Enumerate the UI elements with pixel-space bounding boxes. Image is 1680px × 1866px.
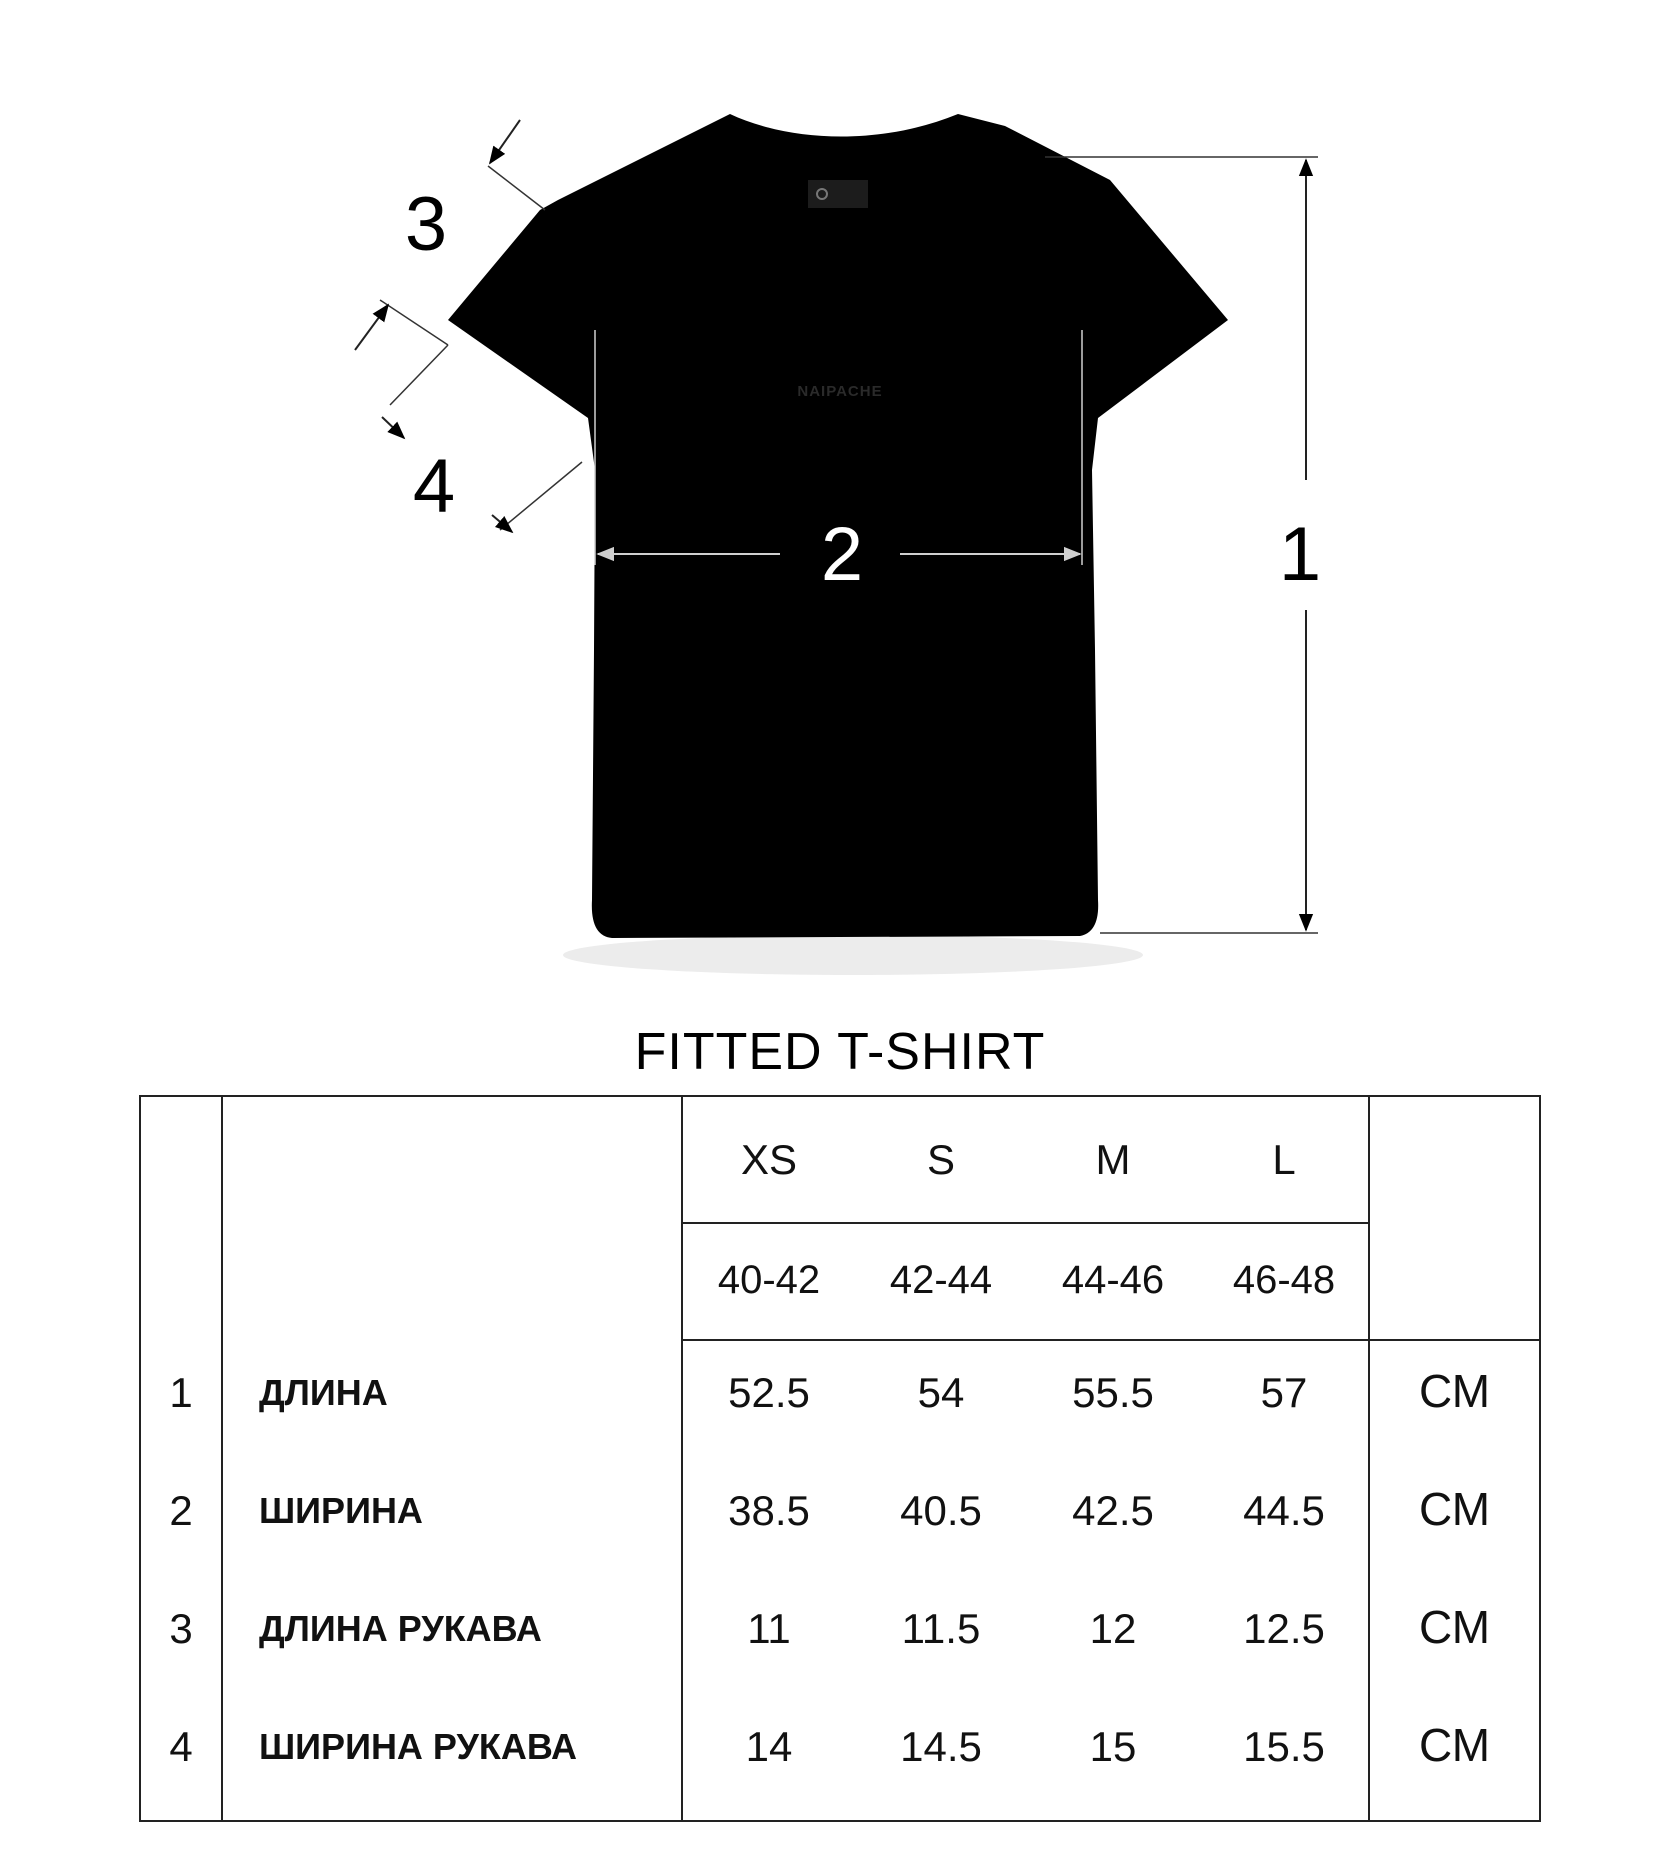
sleeve-width-guide-bottom: [500, 462, 582, 530]
row-3-value-xs: 11: [747, 1605, 791, 1652]
sleeve-length-arrow: [490, 120, 520, 163]
shirt-shadow: [563, 935, 1143, 975]
row-2-number: 2: [169, 1487, 193, 1534]
size-header-m: M: [1095, 1136, 1131, 1183]
size-header-s: S: [926, 1136, 955, 1183]
sleeve-width-arrow-lower: [382, 417, 404, 438]
sleeve-width-guide-top: [380, 300, 448, 345]
row-1-number: 1: [169, 1369, 193, 1416]
row-2-value-xs: 38.5: [728, 1487, 810, 1534]
row-1-label: ДЛИНА: [259, 1372, 388, 1413]
size-range-l: 46-48: [1232, 1257, 1336, 1302]
row-4-value-xs: 14: [745, 1723, 793, 1770]
size-header-l: L: [1272, 1136, 1296, 1183]
sleeve-length-guide: [488, 166, 545, 210]
row-4-number: 4: [169, 1723, 193, 1770]
row-3-value-s: 11.5: [901, 1605, 981, 1652]
row-3-label: ДЛИНА РУКАВА: [259, 1608, 542, 1649]
marker-sleeve-length: 3: [404, 182, 448, 267]
row-4-label: ШИРИНА РУКАВА: [259, 1726, 578, 1767]
size-range-m: 44-46: [1061, 1257, 1165, 1302]
table-divider-header: [681, 1339, 1541, 1341]
row-2-unit: СМ: [1418, 1483, 1491, 1535]
sleeve-width-diagonal: [390, 345, 448, 405]
row-4-value-l: 15.5: [1243, 1723, 1325, 1770]
product-title: FITTED T-SHIRT: [634, 1023, 1046, 1081]
marker-sleeve-width: 4: [412, 444, 456, 529]
row-2-value-m: 42.5: [1072, 1487, 1154, 1534]
table-divider-num: [221, 1095, 223, 1822]
row-1-value-m: 55.5: [1072, 1369, 1154, 1416]
row-2-label: ШИРИНА: [259, 1490, 423, 1531]
marker-length: 1: [1278, 512, 1322, 597]
size-header-xs: XS: [740, 1136, 798, 1183]
row-4-value-s: 14.5: [900, 1723, 982, 1770]
table-border-top: [139, 1095, 1541, 1097]
table-border-bottom: [139, 1820, 1541, 1822]
marker-width: 2: [820, 512, 864, 597]
sleeve-width-arrow-upper: [355, 305, 388, 350]
row-3-number: 3: [169, 1605, 193, 1652]
row-1-value-xs: 52.5: [728, 1369, 810, 1416]
row-4-value-m: 15: [1089, 1723, 1137, 1770]
row-3-value-m: 12: [1089, 1605, 1137, 1652]
row-2-value-l: 44.5: [1243, 1487, 1325, 1534]
size-range-xs: 40-42: [717, 1257, 821, 1302]
size-range-s: 42-44: [889, 1257, 993, 1302]
table-divider-sizes: [681, 1222, 1370, 1224]
row-1-value-l: 57: [1260, 1369, 1308, 1416]
row-2-value-s: 40.5: [900, 1487, 982, 1534]
row-1-unit: СМ: [1418, 1365, 1491, 1417]
row-3-value-l: 12.5: [1243, 1605, 1325, 1652]
brand-print: NAIPACHE: [797, 383, 883, 400]
table-border-right: [1539, 1095, 1541, 1822]
row-1-value-s: 54: [917, 1369, 965, 1416]
row-3-unit: СМ: [1418, 1601, 1491, 1653]
row-4-unit: СМ: [1418, 1719, 1491, 1771]
